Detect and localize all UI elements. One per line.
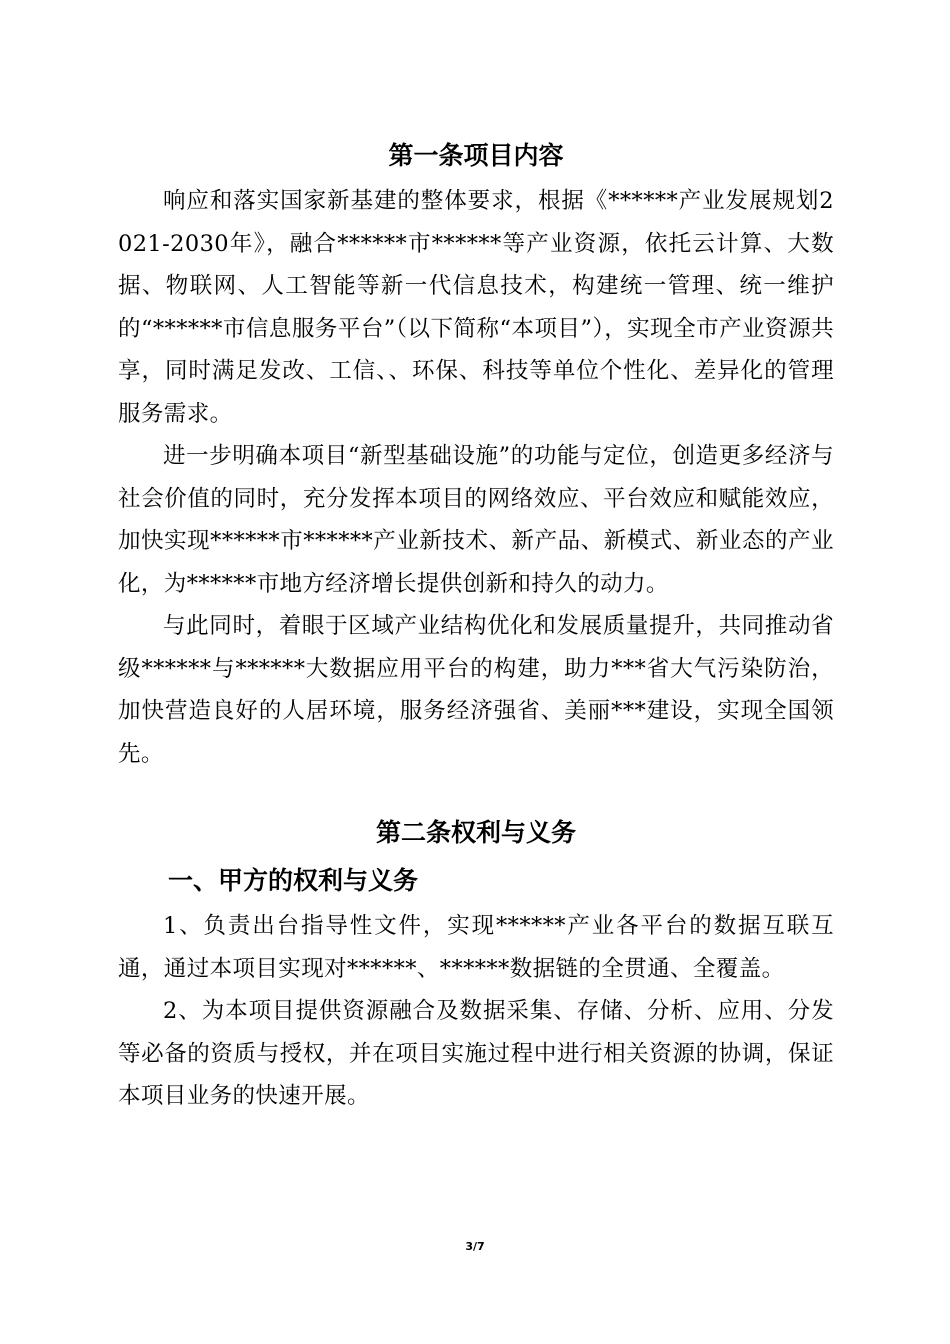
- section-2-paragraph-1: 1、负责出台指导性文件，实现******产业各平台的数据互联互通，通过本项目实现对******、******数据链的全贯通、全覆盖。: [118, 913, 834, 982]
- section-2-title: 第二条权利与义务: [375, 818, 576, 847]
- section-1-title: 第一条项目内容: [388, 141, 564, 170]
- document-body: [118, 132, 834, 1118]
- section-1-paragraph-3: 与此同时，着眼于区域产业结构优化和发展质量提升，共同推动省级******与******大数据应用平台的构建，助力***省大气污染防治，加快营造良好的人居环境，服务经济强省、美丽***建设，实现全国领先。: [118, 613, 834, 767]
- section-spacer: [118, 775, 834, 809]
- section-1-paragraph-2: 进一步明确本项目“新型基础设施”的功能与定位，创造更多经济与社会价值的同时，充分发挥本项目的网络效应、平台效应和赋能效应，加快实现******市******产业新技术、新产品、新模式、新业态的产业化，为******市地方经济增长提供创新和持久的动力。: [118, 443, 834, 597]
- section-1-paragraph-1: 响应和落实国家新基建的整体要求，根据《******产业发展规划2021-2030年》，融合******市******等产业资源，依托云计算、大数据、物联网、人工智能等新一代信息技术，构建统一管理、统一维护的“******市信息服务平台”（以下简称“本项目”），实现全市产业资源共享，同时满足发改、工信、、环保、科技等单位个性化、差异化的管理服务需求。: [118, 188, 834, 427]
- section-2-paragraph-2: 2、为本项目提供资源融合及数据采集、存储、分析、应用、分发等必备的资质与授权，并在项目实施过程中进行相关资源的协调，保证本项目业务的快速开展。: [118, 998, 834, 1109]
- page-number: 3/7: [465, 1240, 485, 1253]
- section-2-subtitle: 一、甲方的权利与义务: [168, 866, 419, 895]
